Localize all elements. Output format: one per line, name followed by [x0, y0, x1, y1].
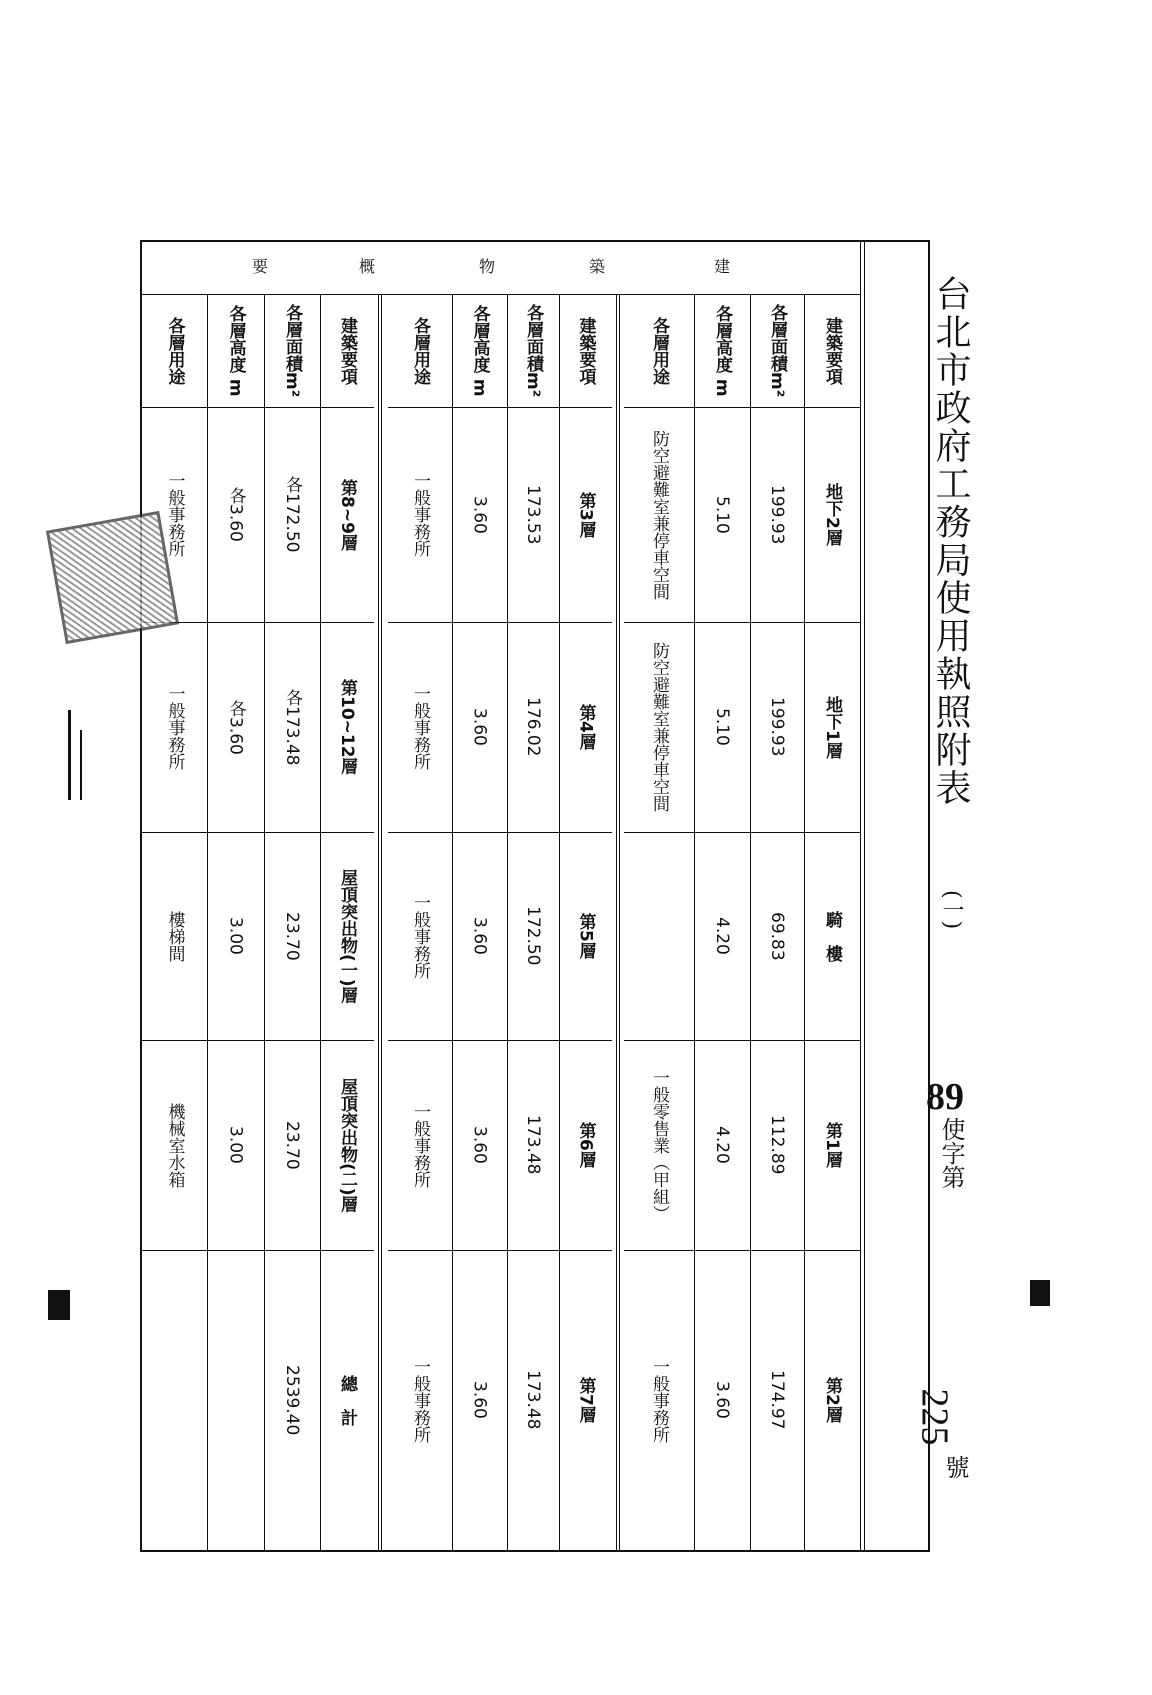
- cell-height-text: 3.60: [469, 708, 490, 746]
- cell-use-text: 一般事務所: [649, 1357, 669, 1443]
- cell-area-text: 173.48: [523, 1370, 543, 1430]
- document-number: 225: [913, 1388, 956, 1446]
- row-label-use-text: 各層用途: [410, 316, 430, 385]
- cell-area-text: 23.70: [282, 1120, 302, 1170]
- document-part: (一): [939, 890, 964, 930]
- cell-item: [320, 407, 374, 622]
- cell-height: [207, 1250, 264, 1550]
- cell-item-text: 第2層: [822, 1377, 842, 1423]
- cell-height-text: 3.60: [469, 495, 490, 534]
- cell-item: [320, 1040, 374, 1250]
- table-rule: [378, 294, 382, 1550]
- row-label-use-text: 各層用途: [649, 316, 669, 385]
- cell-area-text: 112.89: [767, 1115, 787, 1175]
- cell-use: [624, 1040, 694, 1250]
- section-label-char: 要: [251, 257, 268, 276]
- document-prefix: 使字第: [937, 1117, 965, 1189]
- cell-use-text: 防空避難室兼停車空間: [649, 642, 669, 812]
- cell-area-text: 199.93: [767, 697, 787, 757]
- cell-area: [507, 1250, 559, 1550]
- cell-height-text: 3.60: [469, 1126, 490, 1164]
- row-label-item: [320, 294, 374, 407]
- scan-mark: [68, 710, 71, 800]
- section-label-char: 物: [478, 257, 495, 276]
- cell-item: [804, 407, 860, 622]
- cell-use-text: 一般事務所: [410, 1102, 430, 1188]
- cell-item-text: 第10~12層: [337, 679, 357, 775]
- cell-item: [320, 1250, 374, 1550]
- cell-item: [559, 1250, 612, 1550]
- cell-use-text: 一般事務所: [410, 684, 430, 770]
- cell-use: [142, 1250, 207, 1550]
- cell-item-text: 第8~9層: [337, 478, 357, 551]
- cell-height-text: 各3.60: [225, 487, 246, 542]
- table-rule: [860, 242, 861, 1550]
- cell-area-text: 各172.50: [282, 476, 302, 553]
- cell-area: [750, 1040, 804, 1250]
- cell-use: [388, 1040, 452, 1250]
- cell-item: [559, 832, 612, 1040]
- section-label-char: 建: [713, 257, 730, 276]
- cell-use-text: 一般零售業（甲組）: [649, 1068, 669, 1222]
- cell-area-text: 174.97: [767, 1370, 787, 1430]
- table-rule: [616, 294, 620, 1550]
- cell-area-text: 199.93: [767, 484, 787, 545]
- row-label-item: [559, 294, 612, 407]
- seal-stamp: [46, 511, 179, 644]
- row-label-height: [207, 294, 264, 407]
- cell-item-text: 第4層: [575, 704, 596, 750]
- cell-height: [207, 1040, 264, 1250]
- cell-use-text: 防空避難室兼停車空間: [649, 429, 669, 600]
- row-label-item-text: 建築要項: [337, 316, 357, 385]
- document-year: 89: [926, 1076, 964, 1118]
- cell-use: [142, 1040, 207, 1250]
- cell-item-text: 第6層: [575, 1122, 596, 1168]
- row-label-area-text: 各層面積m²: [282, 303, 302, 398]
- section-label-char: 築: [588, 257, 605, 276]
- row-label-use: [624, 294, 694, 407]
- cell-height: [694, 832, 750, 1040]
- row-label-item: [804, 294, 860, 407]
- scan-mark: [80, 730, 82, 800]
- cell-area: [507, 622, 559, 832]
- table-rule: [388, 1550, 612, 1551]
- document-suffix: 號: [941, 1455, 969, 1479]
- cell-height-text: 4.20: [712, 917, 732, 955]
- cell-area: [264, 622, 320, 832]
- cell-area-text: 2539.40: [282, 1364, 302, 1436]
- cell-item: [320, 832, 374, 1040]
- cell-item-text: 地下2層: [822, 483, 842, 546]
- section-label-char: 概: [358, 257, 375, 276]
- cell-use: [624, 622, 694, 832]
- cell-area: [750, 1250, 804, 1550]
- row-label-height-text: 各層高度 m: [225, 304, 246, 397]
- cell-use-text: [142, 1250, 207, 1550]
- row-label-height: [452, 294, 507, 407]
- cell-item: [804, 832, 860, 1040]
- cell-height: [452, 407, 507, 622]
- cell-item-text: 總 計: [337, 1374, 357, 1426]
- cell-area: [264, 1250, 320, 1550]
- cell-area-text: 173.48: [523, 1115, 543, 1175]
- cell-height-text: [207, 1250, 264, 1550]
- cell-height-text: 5.10: [712, 495, 732, 534]
- cell-area-text: 176.02: [523, 697, 543, 757]
- cell-use: [142, 832, 207, 1040]
- cell-use: [388, 1250, 452, 1550]
- cell-item-text: 屋頂突出物(二)層: [337, 1077, 357, 1213]
- cell-use: [624, 407, 694, 622]
- title-block: [913, 245, 971, 1545]
- cell-height: [694, 407, 750, 622]
- cell-use-text: 機械室水箱: [164, 1102, 185, 1188]
- cell-height: [694, 622, 750, 832]
- row-label-height-text: 各層高度 m: [712, 304, 732, 397]
- row-label-item-text: 建築要項: [822, 316, 842, 385]
- cell-height-text: 3.60: [469, 1381, 490, 1419]
- cell-height: [452, 832, 507, 1040]
- cell-area: [507, 832, 559, 1040]
- cell-use-text: 一般事務所: [410, 893, 430, 979]
- cell-use-text: [624, 832, 694, 1040]
- cell-height: [207, 832, 264, 1040]
- cell-item: [559, 622, 612, 832]
- cell-height: [452, 1040, 507, 1250]
- scan-mark: [1030, 1280, 1050, 1306]
- cell-use: [388, 407, 452, 622]
- cell-area: [750, 622, 804, 832]
- row-label-use-text: 各層用途: [164, 316, 185, 385]
- cell-area: [507, 407, 559, 622]
- table-rule: [864, 242, 865, 1550]
- cell-item: [559, 1040, 612, 1250]
- cell-item-text: 第1層: [822, 1122, 842, 1168]
- cell-item-text: 第3層: [575, 491, 596, 538]
- document-title: 台北市政府工務局使用執照附表: [930, 275, 971, 807]
- cell-item: [804, 622, 860, 832]
- cell-height: [452, 622, 507, 832]
- cell-area: [264, 1040, 320, 1250]
- cell-height: [694, 1250, 750, 1550]
- table-rule: [624, 1550, 860, 1551]
- cell-use: [388, 832, 452, 1040]
- cell-height-text: 3.60: [712, 1381, 732, 1419]
- cell-height-text: 4.20: [712, 1126, 732, 1164]
- cell-height-text: 各3.60: [225, 699, 246, 755]
- cell-area: [750, 832, 804, 1040]
- cell-height-text: 3.00: [225, 917, 246, 955]
- cell-item-text: 地下1層: [822, 695, 842, 759]
- cell-height: [207, 407, 264, 622]
- row-label-item-text: 建築要項: [575, 316, 596, 385]
- cell-use-text: 一般事務所: [410, 1357, 430, 1443]
- cell-item: [804, 1040, 860, 1250]
- cell-area: [264, 407, 320, 622]
- row-label-area: [750, 294, 804, 407]
- cell-height-text: 5.10: [712, 708, 732, 746]
- cell-area-text: 各173.48: [282, 688, 302, 766]
- cell-use: [142, 622, 207, 832]
- cell-use: [624, 1250, 694, 1550]
- cell-item: [804, 1250, 860, 1550]
- cell-height: [207, 622, 264, 832]
- row-label-use: [388, 294, 452, 407]
- row-label-use: [142, 294, 207, 407]
- cell-height: [694, 1040, 750, 1250]
- cell-item: [559, 407, 612, 622]
- cell-height-text: 3.60: [469, 917, 490, 955]
- cell-item-text: 第5層: [575, 913, 596, 959]
- row-label-height-text: 各層高度 m: [469, 304, 490, 397]
- cell-area: [507, 1040, 559, 1250]
- cell-height-text: 3.00: [225, 1126, 246, 1164]
- row-label-area: [264, 294, 320, 407]
- row-label-area: [507, 294, 559, 407]
- cell-use-text: 一般事務所: [164, 472, 185, 557]
- cell-use-text: 樓梯間: [164, 910, 185, 962]
- cell-area-text: 69.83: [767, 911, 787, 961]
- cell-item-text: 騎 樓: [822, 910, 842, 962]
- table-rule: [142, 1550, 374, 1551]
- cell-area: [750, 407, 804, 622]
- cell-use: [388, 622, 452, 832]
- row-label-height: [694, 294, 750, 407]
- cell-use-text: 一般事務所: [164, 684, 185, 770]
- cell-item-text: 屋頂突出物(一)層: [337, 868, 357, 1004]
- building-summary-table: [140, 240, 930, 1552]
- row-label-area-text: 各層面積m²: [767, 303, 787, 398]
- scan-mark: [48, 1290, 70, 1320]
- cell-use: [624, 832, 694, 1040]
- cell-item-text: 第7層: [575, 1377, 596, 1423]
- cell-area-text: 172.50: [523, 906, 543, 966]
- cell-area: [264, 832, 320, 1040]
- cell-item: [320, 622, 374, 832]
- cell-height: [452, 1250, 507, 1550]
- row-label-area-text: 各層面積m²: [523, 303, 543, 398]
- cell-area-text: 23.70: [282, 911, 302, 961]
- cell-use-text: 一般事務所: [410, 472, 430, 557]
- cell-area-text: 173.53: [523, 484, 543, 545]
